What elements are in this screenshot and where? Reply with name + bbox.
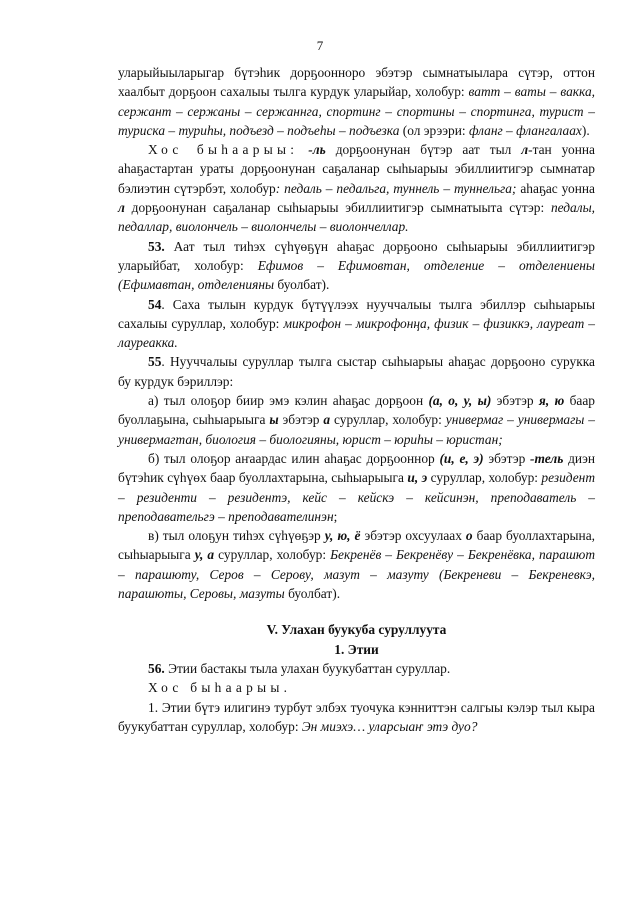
paragraph xyxy=(118,237,595,295)
text-run: (ол эрээри: xyxy=(399,122,469,138)
text-run: Аат тыл тиһэх сүһүөҕүн аһаҕас дорҕооно сыһыарыы эбиллиитигэр уларыйбат, холобур: xyxy=(118,238,595,273)
text-run: 55 xyxy=(148,354,162,370)
section-gap xyxy=(118,603,595,620)
paragraph xyxy=(118,391,595,449)
text-run: Хос быһаарыы. xyxy=(148,680,292,696)
text-run: фланг – флангалаах xyxy=(468,122,582,138)
text-run: ). xyxy=(581,122,590,138)
text-run: у, а xyxy=(194,547,215,563)
paragraph xyxy=(118,140,595,236)
text-run: (и, е, э) xyxy=(439,450,484,466)
text-run: в) тыл олоҕун тиһэх сүһүөҕэр xyxy=(148,528,325,544)
text-run: а) тыл олоҕор биир эмэ кэлин аһаҕас дорҕоон xyxy=(148,393,429,409)
paragraph xyxy=(118,352,595,391)
text-run: диэн бүтэһик сүһүөх баар буоллахтарына, сыһыарыыга xyxy=(118,450,595,486)
paragraph xyxy=(118,659,595,678)
text-run: ; xyxy=(333,508,338,524)
text-run: микрофон – микрофонңа, физик – физиккэ, лауреат – лауреакка. xyxy=(118,315,595,351)
text-run: (а, о, у, ы) xyxy=(428,393,492,409)
paragraph xyxy=(118,526,595,603)
text-run: л xyxy=(118,200,125,216)
text-run: . Нууччалыы суруллар тылга сыстар сыһыарыы аһаҕас дорҕооно сурукка бу курдук бэриллэр: xyxy=(118,354,595,389)
text-run: 54 xyxy=(148,296,162,312)
paragraph xyxy=(118,449,595,526)
text-run: ватт xyxy=(468,84,501,100)
page-number: 7 xyxy=(316,38,324,53)
text-run: о xyxy=(465,528,473,544)
text-run: а xyxy=(323,412,331,428)
text-run: ы xyxy=(269,412,279,428)
text-run: вакка, сержант – сержаны – сержаннга, спортинг – спортины – спортинга, турист – туриска – туриһы, подъезд – подъеһы – подъезка xyxy=(118,84,596,138)
paragraph xyxy=(118,63,595,140)
text-run: 53. xyxy=(148,238,165,254)
text-run: универмаг – универмагы – универмагтан, биология – биологияны, юрист – юриһы – юристан; xyxy=(118,412,595,447)
text-run: -тель xyxy=(530,450,564,466)
text-run: 56. xyxy=(148,660,165,676)
paragraph-list-after xyxy=(118,659,595,736)
text-run: я, ю xyxy=(538,393,565,409)
text-run: буолбат). xyxy=(284,586,341,602)
paragraph xyxy=(118,678,595,697)
page-body xyxy=(118,63,595,736)
text-run: б) тыл олоҕор аҥаардас илин аһаҕас дорҕооннор xyxy=(148,450,440,466)
paragraph xyxy=(118,295,595,353)
text-run: суруллар, холобур: xyxy=(330,412,446,428)
text-run: буолбат). xyxy=(274,277,330,293)
text-run: дорҕоонунан бүтэр аат тыл xyxy=(325,142,522,158)
text-run: – xyxy=(500,84,515,100)
text-run: Эн миэхэ… уларсыаҥ этэ дуо? xyxy=(301,718,478,734)
text-run: уларыйыыларыгар бүтэһик дорҕоонноро эбэтэр сымнатыылара сүтэр, оттон хаалбыт дорҕоон сахалыы тылга курдук уларыйар, холобур: xyxy=(118,65,595,100)
text-run: . Саха тылын курдук бүтүүлээх нууччалыы тылга эбиллэр сыһыарыы сахалыы суруллар, холобур: xyxy=(118,296,595,331)
text-run: Ефимов – Ефимовтан, отделение – отделениены (Ефимавтан, отделенияны xyxy=(118,257,595,293)
text-run: эбэтэр xyxy=(491,393,539,409)
text-run: ваты xyxy=(514,84,546,100)
text-run: суруллар, холобур: xyxy=(427,470,542,486)
subsection-title: 1. Этии xyxy=(334,641,379,657)
text-run: л xyxy=(521,142,529,158)
paragraph xyxy=(118,698,595,737)
text-run: педалы, педаллар, виолончель – виолончелы – виолончеллар. xyxy=(118,200,595,235)
text-run: Этии бастакы тыла улахан буукубаттан суруллар. xyxy=(164,660,451,676)
text-run: эбэтэр xyxy=(278,412,324,428)
section-title: V. Улахан буукуба суруллуута xyxy=(266,622,447,638)
text-run: 1. Этии бүтэ илигинэ турбут элбэх туочука кэнниттэн салгыы кэлэр тыл кыра буукубаттан суруллар, холобур: xyxy=(118,699,595,734)
text-run xyxy=(298,142,308,157)
text-run: Бекренёв – Бекренёву – Бекренёвка, парашют – парашюту, Серов – Серову, мазут – мазуту (Бекреневи – Бекреневкэ, парашюты, Серовы, мазуты xyxy=(118,547,595,602)
text-run: и, э xyxy=(407,470,428,486)
text-run: эбэтэр охсуулаах xyxy=(360,528,466,544)
text-run: -тан уонна аһаҕастартан ураты дорҕоонунан саҕаланар сыһыарыы эбиллиитигэр сымнатар бэлиэтин сүтэрбэт, холобур xyxy=(118,142,595,196)
text-run: : педаль – педальга, туннель – туннельга; xyxy=(275,180,517,196)
text-run: у, ю, ё xyxy=(324,528,361,544)
text-run: -ль xyxy=(308,142,326,158)
text-run: – xyxy=(545,84,561,100)
text-run: резидент – резиденти – резидентэ, кейс – кейскэ – кейсинэн, преподаватель – преподавательгэ – преподавателинэн xyxy=(118,470,595,524)
text-run: Хос быһаарыы: xyxy=(148,142,299,158)
text-run: эбэтэр xyxy=(483,450,531,466)
text-run: аһаҕас уонна xyxy=(516,180,595,196)
text-run: дорҕоонунан саҕаланар сыһыарыы эбиллиитигэр сымнатыыта сүтэр: xyxy=(124,200,551,216)
text-run: баар буоллахтарына, сыһыарыыга xyxy=(118,528,596,563)
text-run: суруллар, холобур: xyxy=(214,547,331,563)
paragraph-list xyxy=(118,63,595,603)
text-run: баар буоллаҕына, сыһыарыыга xyxy=(118,393,595,428)
